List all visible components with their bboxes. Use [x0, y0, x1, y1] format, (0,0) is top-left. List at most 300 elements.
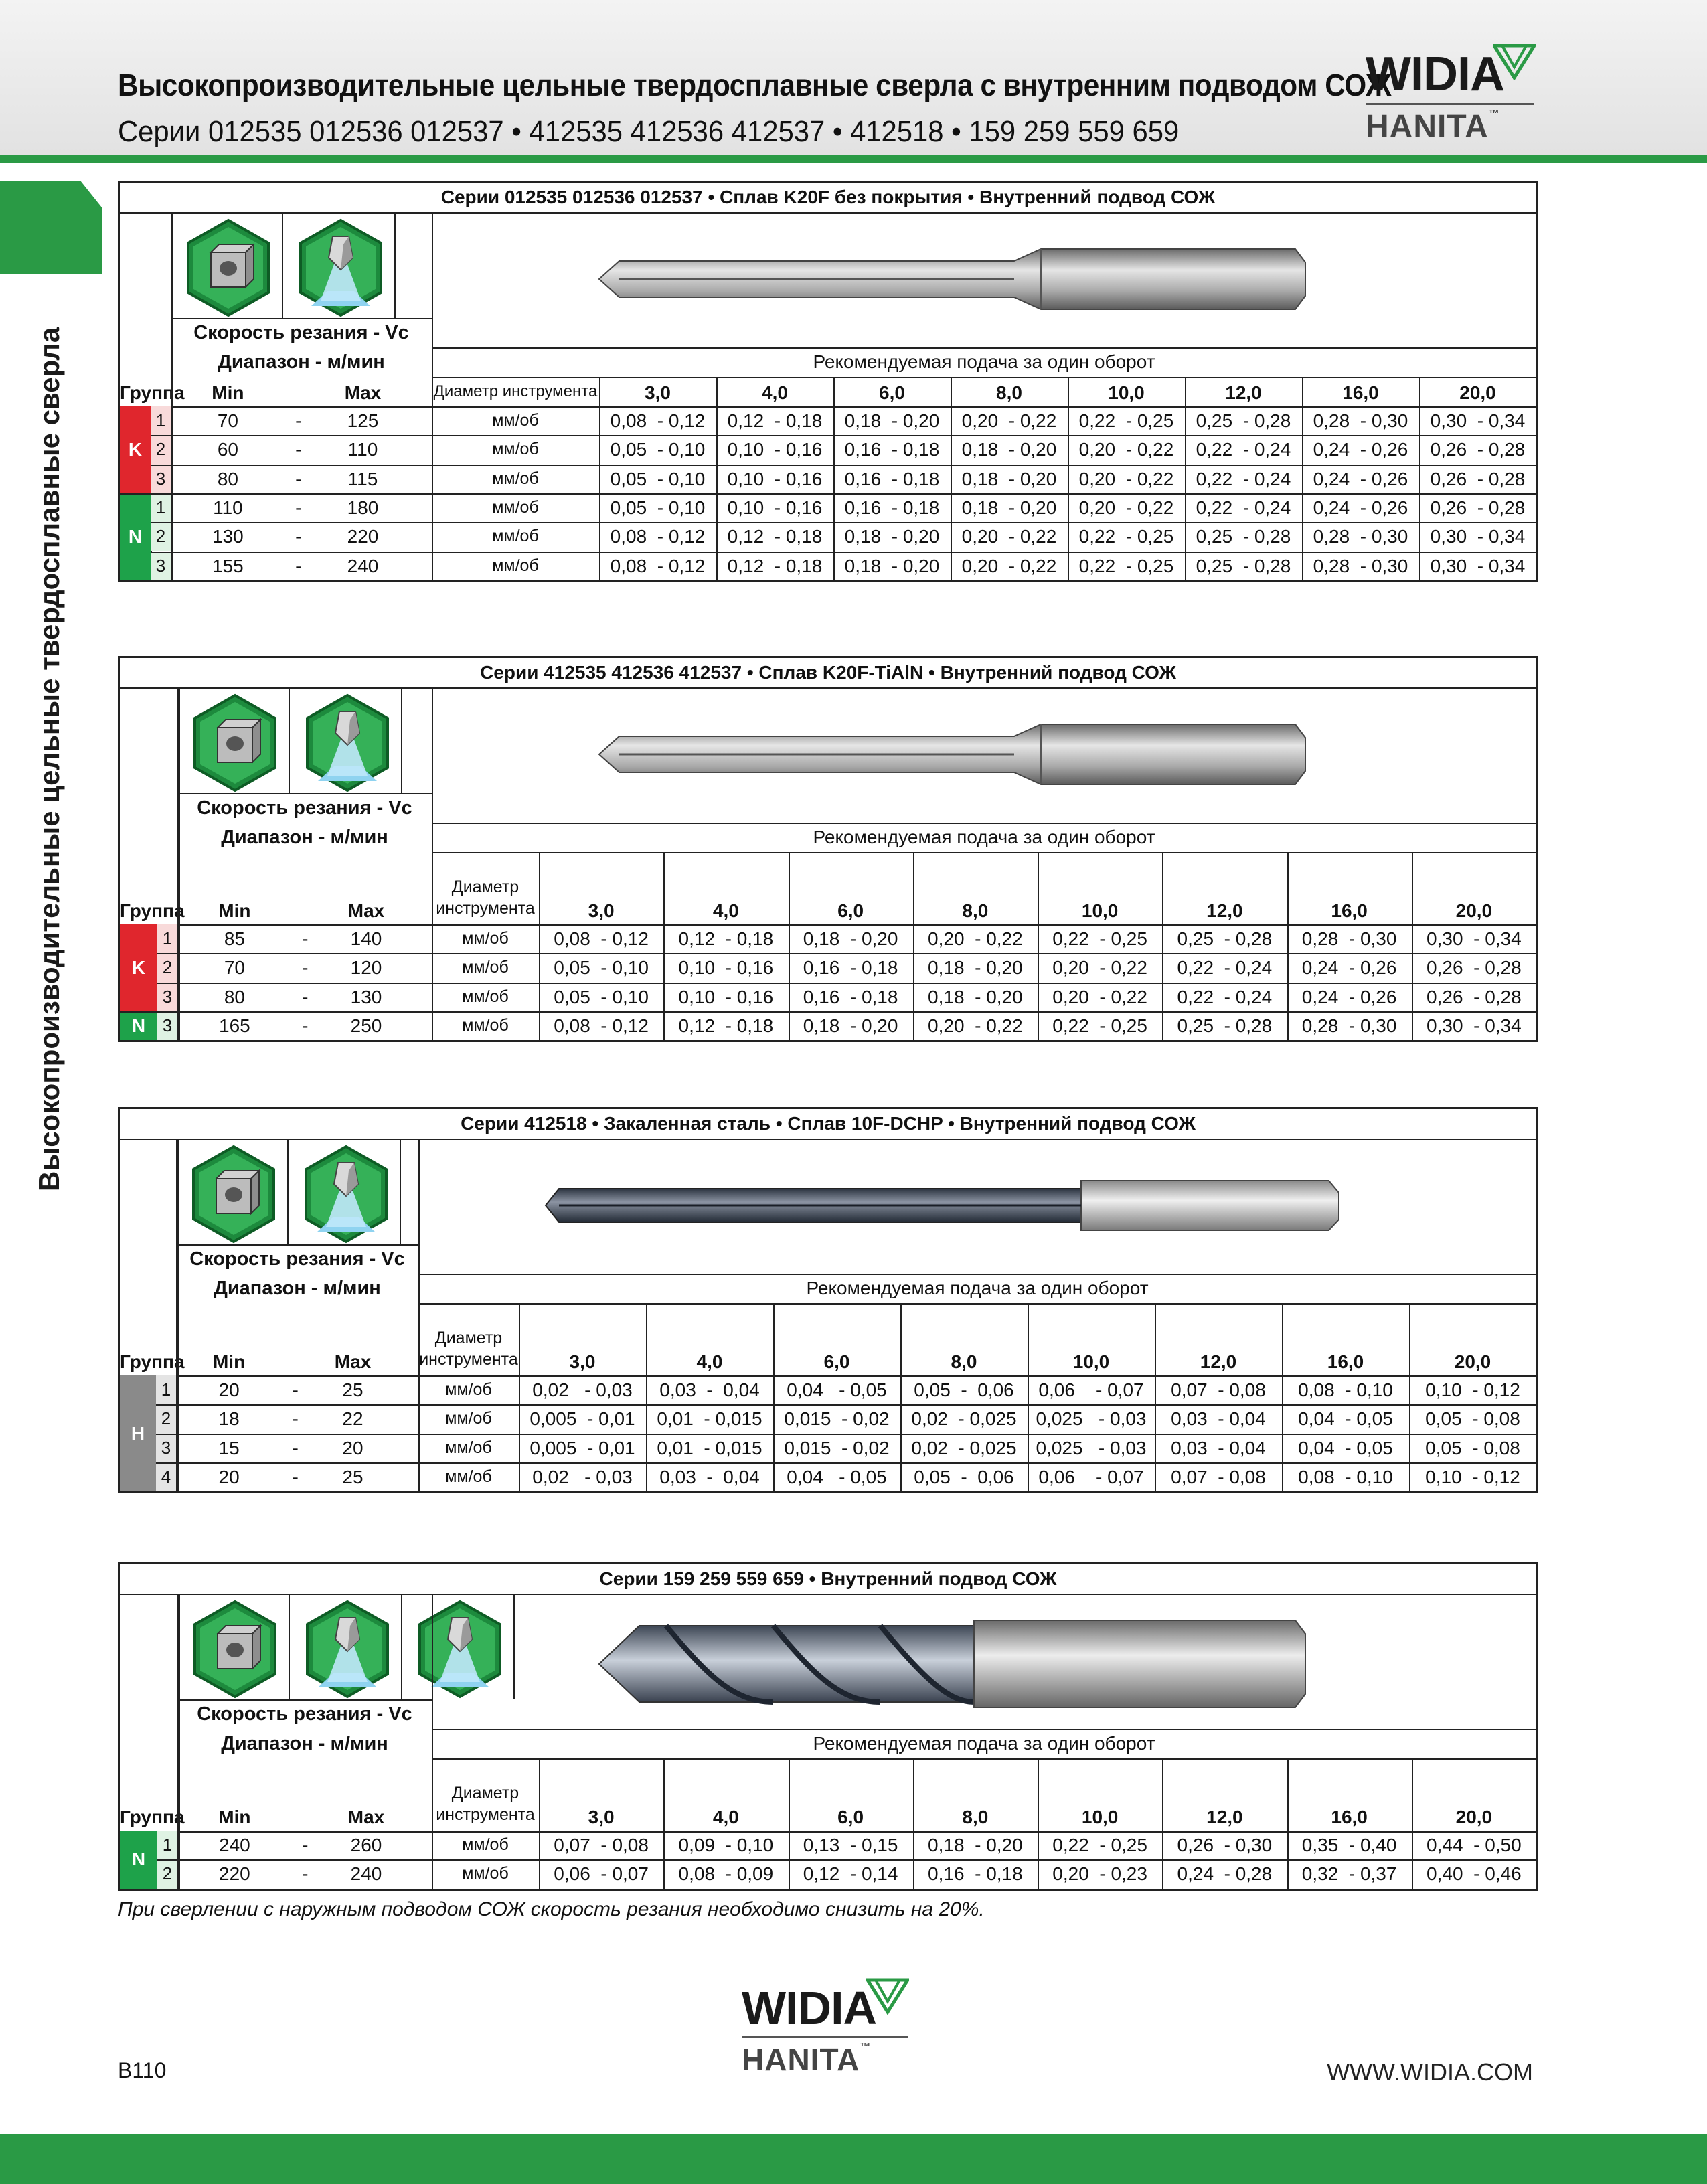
feed-value: 0,20 - 0,22: [1052, 986, 1147, 1007]
feed-value: 0,28 - 0,30: [1313, 555, 1408, 576]
feed-value: 0,24 - 0,26: [1313, 497, 1408, 518]
feed-value: 0,12 - 0,14: [803, 1863, 898, 1885]
footer-logo-rule: [742, 2036, 908, 2038]
feed-value: 0,05 - 0,08: [1425, 1437, 1520, 1458]
vc-range-dash: -: [295, 497, 302, 518]
feed-value: 0,26 - 0,28: [1430, 439, 1526, 460]
feed-value: 0,01 - 0,015: [657, 1408, 762, 1430]
feed-value: 0,04 - 0,05: [1298, 1437, 1393, 1458]
feed-value: 0,05 - 0,10: [610, 439, 706, 460]
icon-divider: [401, 1594, 402, 1699]
logo-rule: [1366, 103, 1534, 105]
feed-unit: мм/об: [445, 1380, 492, 1399]
feed-value: 0,20 - 0,22: [1078, 439, 1174, 460]
footnote: При сверлении с наружным подводом СОЖ скорость резания необходимо снизить на 20%.: [118, 1898, 985, 1920]
feed-value: 0,28 - 0,30: [1313, 410, 1408, 431]
straight-flute-drill-image: [459, 1169, 1436, 1246]
spec-table-4: [118, 1562, 1538, 1891]
icon-divider: [401, 687, 402, 793]
vc-max-value: 20: [342, 1437, 363, 1458]
feed-header: Рекомендуемая подача за один оборот: [813, 1733, 1155, 1754]
subgroup-number: 3: [151, 552, 171, 580]
vc-max-value: 120: [350, 957, 382, 979]
feed-unit: мм/об: [462, 958, 509, 977]
feed-value: 0,18 - 0,20: [961, 497, 1057, 518]
feed-value: 0,07 - 0,08: [1171, 1466, 1266, 1487]
feed-value: 0,05 - 0,08: [1425, 1408, 1520, 1430]
internal-coolant-drill-icon: [303, 1599, 392, 1699]
diameter-header-line-2: инструмента: [419, 1350, 518, 1369]
group-badge-n: N: [120, 493, 151, 580]
feed-unit: мм/об: [462, 929, 509, 948]
feed-value: 0,03 - 0,04: [1171, 1437, 1266, 1458]
feed-value: 0,12 - 0,18: [727, 526, 823, 548]
material-cube-icon: [191, 1599, 279, 1699]
page-number: B110: [118, 2058, 167, 2082]
spec-table-2: [118, 656, 1538, 1042]
icon-divider: [400, 1139, 401, 1244]
diameter-16-0: 16,0: [1331, 1807, 1368, 1827]
feed-value: 0,18 - 0,20: [803, 928, 898, 949]
diameter-10-0: 10,0: [1081, 900, 1119, 921]
row-rule: [120, 493, 1536, 495]
speed-label-rule: [171, 318, 432, 319]
feed-value: 0,25 - 0,28: [1196, 526, 1291, 548]
feed-value: 0,26 - 0,28: [1430, 468, 1526, 489]
speed-label: Скорость резания - Vc: [189, 1248, 405, 1270]
section-title: Серии 012535 012536 012537 • Сплав K20F без покрытия • Внутренний подвод СОЖ: [120, 183, 1536, 214]
diameter-20-0: 20,0: [1455, 1807, 1493, 1827]
feed-value: 0,20 - 0,22: [928, 928, 1023, 949]
footer-hanita-tm: ™: [860, 2041, 872, 2053]
feed-value: 0,26 - 0,30: [1177, 1835, 1273, 1855]
material-cube-icon: [191, 693, 279, 793]
diameter-row-rule: [418, 1303, 1536, 1305]
feed-value: 0,16 - 0,18: [803, 986, 898, 1007]
range-label: Диапазон - м/мин: [221, 1733, 388, 1754]
vc-max-value: 240: [347, 555, 379, 576]
vc-min-value: 220: [219, 1863, 250, 1885]
vc-max-value: 140: [350, 928, 382, 949]
diameter-header: [432, 876, 539, 923]
feed-value: 0,26 - 0,28: [1427, 986, 1522, 1007]
feed-value: 0,015 - 0,02: [784, 1408, 890, 1430]
feed-value: 0,06 - 0,07: [554, 1863, 649, 1885]
diameter-3-0: 3,0: [588, 900, 615, 921]
min-header: Min: [218, 900, 251, 921]
vc-max-value: 25: [342, 1466, 363, 1487]
max-header: Max: [347, 900, 385, 921]
feed-unit: мм/об: [492, 440, 539, 459]
diameter-16-0: 16,0: [1327, 1351, 1364, 1372]
vc-range-dash: -: [302, 957, 309, 979]
min-header: Min: [212, 382, 244, 403]
vc-min-value: 165: [219, 1015, 250, 1036]
feed-value: 0,10 - 0,12: [1425, 1466, 1520, 1487]
feed-value: 0,18 - 0,20: [844, 410, 940, 431]
min-header: Min: [212, 1351, 246, 1372]
feed-unit: мм/об: [462, 1835, 509, 1854]
max-header: Max: [344, 382, 382, 403]
diameter-16-0: 16,0: [1342, 382, 1379, 403]
vc-min-value: 85: [224, 928, 245, 949]
diameter-8-0: 8,0: [962, 900, 989, 921]
feed-value: 0,12 - 0,18: [727, 410, 823, 431]
feed-header: Рекомендуемая подача за один оборот: [813, 351, 1155, 372]
diameter-6-0: 6,0: [837, 900, 864, 921]
feed-unit: мм/об: [462, 1015, 509, 1035]
speed-label: Скорость резания - Vc: [197, 1703, 412, 1725]
feed-value: 0,05 - 0,10: [610, 468, 706, 489]
feed-value: 0,20 - 0,22: [1078, 468, 1174, 489]
material-cube-icon: [189, 1144, 278, 1244]
diameter-20-0: 20,0: [1455, 900, 1493, 921]
min-header: Min: [218, 1807, 251, 1827]
vc-min-value: 110: [213, 497, 243, 518]
subgroup-number: 4: [156, 1462, 176, 1491]
feed-value: 0,20 - 0,22: [961, 555, 1057, 576]
diameter-10-0: 10,0: [1072, 1351, 1110, 1372]
feed-value: 0,12 - 0,18: [678, 1015, 774, 1036]
footer-hanita-text: HANITA: [742, 2042, 860, 2077]
feed-value: 0,18 - 0,20: [844, 555, 940, 576]
vc-min-value: 155: [212, 555, 244, 576]
subgroup-number: 3: [157, 983, 177, 1011]
icon-divider: [287, 1139, 289, 1244]
vc-range-dash: -: [295, 410, 302, 431]
subgroup-number: 2: [151, 435, 171, 464]
feed-value: 0,08 - 0,12: [610, 555, 706, 576]
feed-value: 0,20 - 0,23: [1052, 1863, 1147, 1885]
diameter-header: Диаметр инструмента: [433, 382, 598, 400]
feed-value: 0,05 - 0,06: [914, 1379, 1014, 1400]
feed-unit: мм/об: [445, 1466, 492, 1486]
vc-min-value: 20: [218, 1466, 240, 1487]
feed-value: 0,30 - 0,34: [1427, 928, 1522, 949]
feed-value: 0,05 - 0,06: [914, 1466, 1014, 1487]
row-rule: [151, 435, 1536, 436]
feed-value: 0,10 - 0,16: [727, 439, 823, 460]
feed-value: 0,08 - 0,12: [554, 1015, 649, 1036]
feed-header: Рекомендуемая подача за один оборот: [806, 1278, 1149, 1298]
feed-value: 0,02 - 0,025: [911, 1437, 1017, 1458]
diameter-12-0: 12,0: [1225, 382, 1262, 403]
diameter-6-0: 6,0: [837, 1807, 864, 1827]
straight-flute-drill-image: [472, 718, 1436, 794]
page-title: Высокопроизводительные цельные твердосплавные сверла с внутренним подводом СОЖ: [118, 68, 1391, 102]
feed-value: 0,01 - 0,015: [657, 1437, 762, 1458]
feed-value: 0,07 - 0,08: [1171, 1379, 1266, 1400]
internal-coolant-drill-icon: [302, 1144, 390, 1244]
feed-value: 0,26 - 0,28: [1430, 497, 1526, 518]
vc-max-value: 240: [350, 1863, 382, 1885]
feed-value: 0,18 - 0,20: [961, 439, 1057, 460]
vc-max-value: 22: [342, 1408, 363, 1430]
section-title: Серии 159 259 559 659 • Внутренний подвод СОЖ: [120, 1564, 1536, 1595]
widia-wordmark: WIDIA: [1366, 48, 1504, 101]
feed-value: 0,20 - 0,22: [928, 1015, 1023, 1036]
feed-unit: мм/об: [462, 1864, 509, 1883]
feed-value: 0,025 - 0,03: [1036, 1408, 1147, 1430]
vc-range-dash: -: [302, 1015, 309, 1036]
diameter-3-0: 3,0: [569, 1351, 596, 1372]
vc-range-dash: -: [295, 439, 302, 460]
vc-min-value: 15: [218, 1437, 240, 1458]
feed-unit: мм/об: [492, 469, 539, 488]
feed-value: 0,30 - 0,34: [1430, 410, 1526, 431]
speed-label: Скорость резания - Vc: [193, 322, 409, 343]
feed-value: 0,20 - 0,22: [1052, 957, 1147, 979]
footer-widia-wordmark: WIDIA: [742, 1982, 877, 2034]
diameter-header: [418, 1327, 519, 1374]
hanita-wordmark: [1366, 108, 1500, 145]
diameter-12-0: 12,0: [1206, 1807, 1243, 1827]
feed-value: 0,28 - 0,30: [1301, 928, 1397, 949]
feed-header: Рекомендуемая подача за один оборот: [813, 827, 1155, 847]
vc-min-value: 20: [218, 1379, 240, 1400]
vc-min-value: 240: [219, 1835, 250, 1855]
vc-min-value: 130: [212, 526, 244, 548]
feed-header-rule: [418, 1274, 1536, 1275]
vc-min-value: 70: [224, 957, 245, 979]
feed-value: 0,05 - 0,10: [610, 497, 706, 518]
diameter-row-rule: [432, 1758, 1536, 1760]
spec-table-3: [118, 1107, 1538, 1493]
vc-max-value: 250: [350, 1015, 382, 1036]
diameter-10-0: 10,0: [1108, 382, 1145, 403]
feed-value: 0,13 - 0,15: [803, 1835, 898, 1855]
group-badge-k: K: [120, 406, 151, 493]
feed-value: 0,08 - 0,12: [610, 410, 706, 431]
feed-header-rule: [432, 347, 1536, 349]
feed-value: 0,10 - 0,16: [727, 468, 823, 489]
material-cube-icon: [184, 218, 272, 318]
feed-value: 0,015 - 0,02: [784, 1437, 890, 1458]
diameter-4-0: 4,0: [762, 382, 788, 403]
feed-value: 0,25 - 0,28: [1177, 1015, 1273, 1036]
feed-value: 0,03 - 0,04: [659, 1466, 760, 1487]
group-badge-k: K: [120, 924, 157, 1011]
diameter-header-line-2: инструмента: [436, 1805, 535, 1824]
feed-value: 0,22 - 0,25: [1078, 555, 1174, 576]
feed-value: 0,24 - 0,26: [1301, 986, 1397, 1007]
feed-value: 0,04 - 0,05: [1298, 1408, 1393, 1430]
row-rule: [156, 1434, 1536, 1435]
row-rule: [157, 983, 1536, 984]
footer-band: [0, 2134, 1707, 2184]
feed-value: 0,20 - 0,22: [1078, 497, 1174, 518]
diameter-20-0: 20,0: [1454, 1351, 1491, 1372]
feed-value: 0,18 - 0,20: [928, 957, 1023, 979]
feed-value: 0,22 - 0,24: [1196, 468, 1291, 489]
feed-value: 0,07 - 0,08: [554, 1835, 649, 1855]
group-header: Группа: [120, 1351, 185, 1372]
subgroup-number: 3: [156, 1434, 176, 1462]
speed-label: Скорость резания - Vc: [197, 797, 412, 819]
feed-value: 0,06 - 0,07: [1038, 1466, 1144, 1487]
feed-value: 0,26 - 0,28: [1427, 957, 1522, 979]
internal-coolant-drill-icon: [303, 693, 392, 793]
vc-range-dash: -: [292, 1437, 299, 1458]
feed-value: 0,18 - 0,20: [928, 1835, 1023, 1855]
feed-value: 0,16 - 0,18: [844, 468, 940, 489]
diameter-12-0: 12,0: [1206, 900, 1243, 921]
feed-value: 0,02 - 0,025: [911, 1408, 1017, 1430]
feed-value: 0,22 - 0,24: [1177, 986, 1273, 1007]
vc-max-value: 110: [347, 439, 378, 460]
diameter-header-line-2: инструмента: [436, 899, 535, 918]
feed-value: 0,16 - 0,18: [803, 957, 898, 979]
feed-value: 0,30 - 0,34: [1430, 555, 1526, 576]
range-label: Диапазон - м/мин: [218, 351, 385, 373]
feed-value: 0,18 - 0,20: [928, 986, 1023, 1007]
website-link[interactable]: WWW.WIDIA.COM: [1327, 2058, 1533, 2086]
vc-max-value: 125: [347, 410, 379, 431]
feed-value: 0,22 - 0,25: [1078, 526, 1174, 548]
widia-hanita-logo: [1366, 47, 1540, 147]
header-rule: [0, 155, 1707, 163]
footer-widia-triangle-icon: [866, 1977, 909, 2015]
feed-value: 0,22 - 0,25: [1052, 928, 1147, 949]
vc-range-dash: -: [302, 1863, 309, 1885]
feed-value: 0,04 - 0,05: [787, 1466, 887, 1487]
row-rule: [120, 1011, 1536, 1013]
feed-value: 0,05 - 0,10: [554, 986, 649, 1007]
speed-label-rule: [177, 793, 432, 794]
feed-value: 0,08 - 0,12: [554, 928, 649, 949]
feed-value: 0,08 - 0,10: [1298, 1379, 1393, 1400]
straight-flute-drill-image: [472, 242, 1436, 319]
feed-value: 0,10 - 0,16: [727, 497, 823, 518]
feed-value: 0,32 - 0,37: [1301, 1863, 1397, 1885]
feed-value: 0,44 - 0,50: [1427, 1835, 1522, 1855]
feed-value: 0,09 - 0,10: [678, 1835, 774, 1855]
footer-logo: [742, 1981, 916, 2082]
feed-value: 0,02 - 0,03: [532, 1466, 633, 1487]
feed-value: 0,08 - 0,10: [1298, 1466, 1393, 1487]
vc-range-dash: -: [295, 526, 302, 548]
row-rule: [151, 465, 1536, 466]
feed-header-rule: [432, 823, 1536, 824]
feed-value: 0,24 - 0,26: [1313, 439, 1408, 460]
feed-value: 0,08 - 0,12: [610, 526, 706, 548]
feed-unit: мм/об: [492, 411, 539, 430]
diameter-8-0: 8,0: [996, 382, 1022, 403]
vc-range-dash: -: [302, 928, 309, 949]
vc-min-value: 80: [217, 468, 238, 489]
vc-min-value: 80: [224, 986, 245, 1007]
feed-value: 0,02 - 0,03: [532, 1379, 633, 1400]
subgroup-number: 2: [157, 1859, 177, 1888]
feed-value: 0,22 - 0,24: [1177, 957, 1273, 979]
vc-max-value: 260: [350, 1835, 382, 1855]
vc-min-value: 60: [217, 439, 238, 460]
subgroup-number: 1: [156, 1375, 176, 1404]
feed-value: 0,025 - 0,03: [1036, 1437, 1147, 1458]
vc-range-dash: -: [302, 986, 309, 1007]
diameter-row-rule: [432, 852, 1536, 853]
speed-label-rule: [177, 1699, 432, 1701]
subgroup-number: 3: [151, 465, 171, 493]
vc-max-value: 180: [347, 497, 379, 518]
row-rule: [157, 953, 1536, 954]
feed-unit: мм/об: [492, 497, 539, 517]
feed-unit: мм/об: [445, 1438, 492, 1457]
vc-min-value: 70: [217, 410, 238, 431]
group-badge-n: N: [120, 1831, 157, 1889]
internal-coolant-drill-icon: [297, 218, 385, 318]
feed-value: 0,10 - 0,12: [1425, 1379, 1520, 1400]
diameter-3-0: 3,0: [588, 1807, 615, 1827]
feed-value: 0,06 - 0,07: [1038, 1379, 1144, 1400]
row-rule: [156, 1404, 1536, 1406]
diameter-4-0: 4,0: [712, 900, 739, 921]
feed-value: 0,03 - 0,04: [1171, 1408, 1266, 1430]
icon-divider: [289, 687, 290, 793]
feed-value: 0,16 - 0,18: [844, 439, 940, 460]
feed-value: 0,16 - 0,18: [844, 497, 940, 518]
subgroup-number: 2: [157, 953, 177, 982]
feed-value: 0,30 - 0,34: [1427, 1015, 1522, 1036]
diameter-header-line-1: Диаметр: [434, 1329, 503, 1347]
feed-header-rule: [432, 1729, 1536, 1730]
vc-range-dash: -: [302, 1835, 309, 1855]
feed-unit: мм/об: [445, 1409, 492, 1428]
feed-value: 0,05 - 0,10: [554, 957, 649, 979]
feed-value: 0,22 - 0,25: [1052, 1835, 1147, 1855]
feed-value: 0,25 - 0,28: [1196, 555, 1291, 576]
subgroup-number: 2: [151, 522, 171, 551]
diameter-8-0: 8,0: [962, 1807, 989, 1827]
feed-value: 0,28 - 0,30: [1313, 526, 1408, 548]
feed-value: 0,24 - 0,28: [1177, 1863, 1273, 1885]
feed-value: 0,12 - 0,18: [727, 555, 823, 576]
feed-value: 0,04 - 0,05: [787, 1379, 887, 1400]
vc-range-dash: -: [292, 1379, 299, 1400]
vc-max-value: 25: [342, 1379, 363, 1400]
feed-value: 0,25 - 0,28: [1177, 928, 1273, 949]
subgroup-number: 1: [157, 924, 177, 953]
feed-value: 0,005 - 0,01: [530, 1408, 635, 1430]
vc-min-value: 18: [218, 1408, 240, 1430]
subgroup-number: 2: [156, 1404, 176, 1433]
row-rule: [156, 1462, 1536, 1464]
feed-value: 0,35 - 0,40: [1301, 1835, 1397, 1855]
speed-label-rule: [176, 1244, 418, 1246]
diameter-6-0: 6,0: [823, 1351, 850, 1372]
group-badge-n: N: [120, 1011, 157, 1040]
range-label: Диапазон - м/мин: [214, 1278, 381, 1299]
hanita-text: HANITA: [1366, 109, 1489, 145]
side-tab: [0, 181, 102, 274]
spec-table-1: [118, 181, 1538, 582]
row-rule: [151, 522, 1536, 523]
max-header: Max: [334, 1351, 372, 1372]
footer-hanita-wordmark: [742, 2041, 871, 2078]
twist-drill-image: [472, 1614, 1436, 1717]
feed-unit: мм/об: [492, 556, 539, 575]
feed-value: 0,005 - 0,01: [530, 1437, 635, 1458]
diameter-16-0: 16,0: [1331, 900, 1368, 921]
vc-max-value: 115: [347, 468, 378, 489]
icon-divider: [289, 1594, 290, 1699]
section-title: Серии 412535 412536 412537 • Сплав K20F-TiAlN • Внутренний подвод СОЖ: [120, 658, 1536, 689]
vc-max-value: 130: [350, 986, 382, 1007]
group-header: Группа: [120, 900, 185, 921]
vc-range-dash: -: [292, 1408, 299, 1430]
feed-value: 0,18 - 0,20: [844, 526, 940, 548]
feed-value: 0,24 - 0,26: [1313, 468, 1408, 489]
